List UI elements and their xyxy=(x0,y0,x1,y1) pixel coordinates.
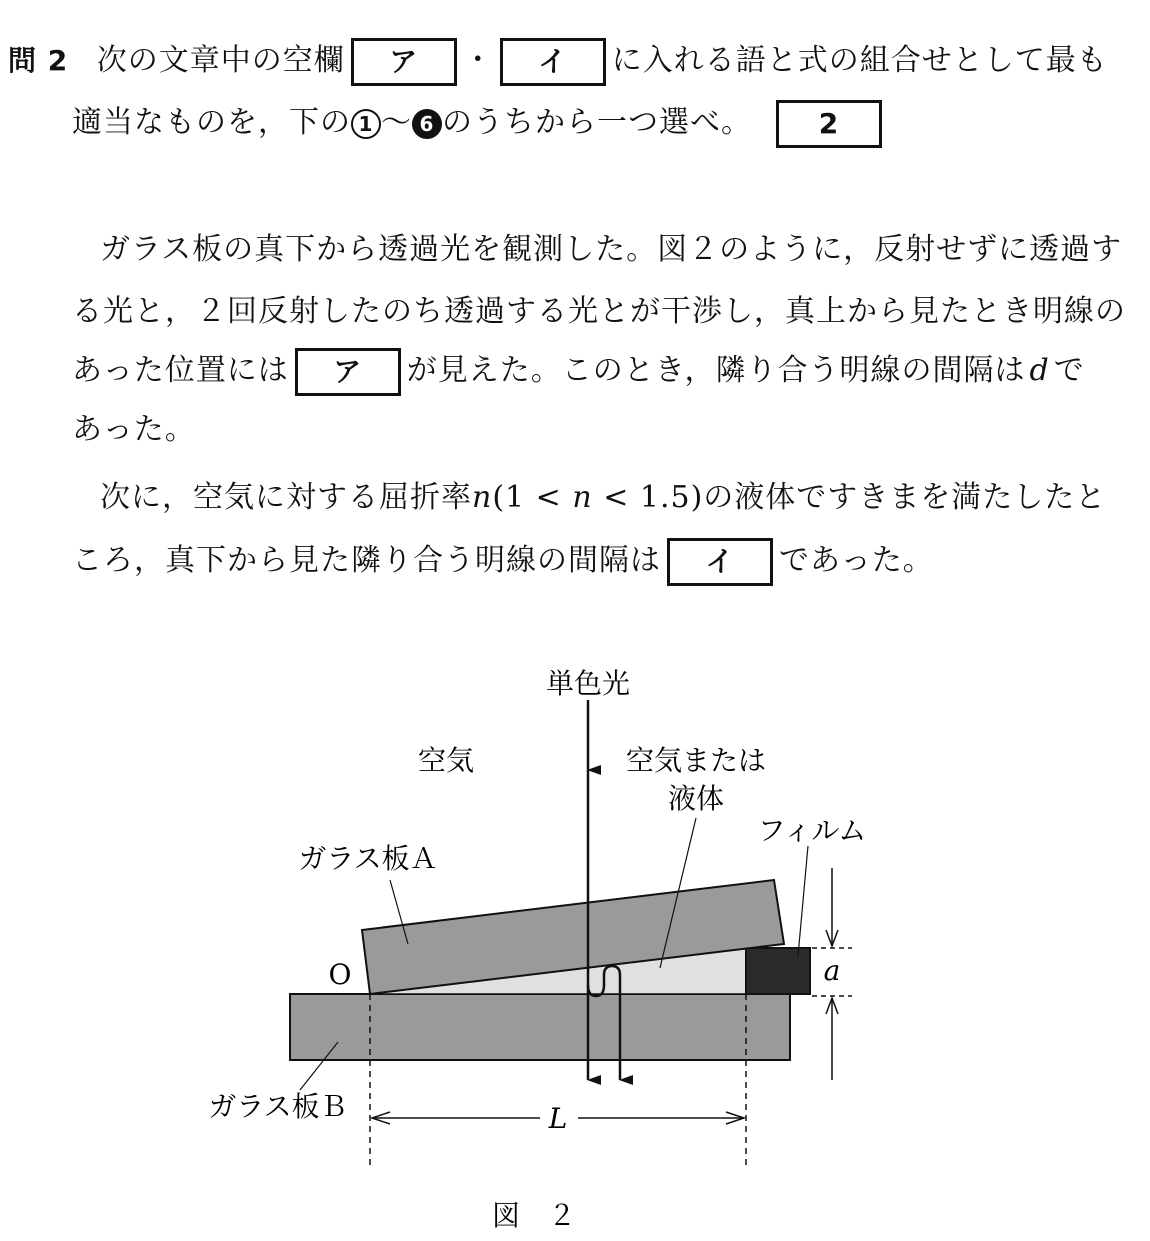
label-o: O xyxy=(328,958,352,991)
body-p1-text-1: ガラス板の真下から透過光を観測した。図２のように，反射せずに透過す xyxy=(100,232,1123,267)
figure-caption: 図 ２ xyxy=(491,1199,577,1232)
label-a: a xyxy=(823,954,841,987)
choice-first-marker: 1 xyxy=(351,109,381,139)
body-p1-text-2: る光と，２回反射したのち透過する光とが干渉し，真上から見たとき明線の xyxy=(72,294,1126,329)
body-p1-text-5: で xyxy=(1053,353,1085,388)
choice-last-marker: 6 xyxy=(412,109,442,139)
tilde: 〜 xyxy=(381,105,412,140)
leader-film xyxy=(798,846,808,956)
label-air-or-liquid-1: 空気または xyxy=(625,744,767,777)
label-air-or-liquid-2: 液体 xyxy=(667,782,725,815)
body-p1-text-6: あった。 xyxy=(72,412,196,447)
blank-a-box: ア xyxy=(351,38,457,86)
var-n: n xyxy=(472,480,493,515)
blank-separator-dot: ・ xyxy=(462,43,494,78)
blank-i-box: イ xyxy=(500,38,606,86)
var-n-2: n xyxy=(572,480,593,515)
label-plate-b: ガラス板Ｂ xyxy=(208,1090,348,1123)
question-text-4: のうちから一つ選べ。 xyxy=(442,105,752,140)
label-plate-a: ガラス板Ａ xyxy=(298,842,438,875)
question-text-1: 次の文章中の空欄 xyxy=(96,43,345,78)
body-p1-text-4: が見えた。このとき，隣り合う明線の間隔は xyxy=(406,353,1026,388)
question-text-3: 適当なものを，下の xyxy=(72,105,351,140)
question-number: 問 2 xyxy=(8,44,69,77)
body-p2-text-1: 次に，空気に対する屈折率 xyxy=(100,480,472,515)
answer-box: 2 xyxy=(776,100,882,148)
label-light: 単色光 xyxy=(545,667,631,700)
film xyxy=(746,948,810,994)
body-p2-text-5: であった。 xyxy=(779,543,934,578)
label-l: L xyxy=(548,1102,568,1135)
glass-plate-b xyxy=(290,994,790,1060)
label-air: 空気 xyxy=(417,744,475,777)
var-d: d xyxy=(1029,353,1050,388)
body-p2-text-4: ころ，真下から見た隣り合う明線の間隔は xyxy=(72,543,661,578)
body-p2-text-2: (1 < xyxy=(492,480,573,515)
label-film: フィルム xyxy=(757,814,867,847)
body-p2-text-3: < 1.5)の液体ですきまを満たしたと xyxy=(592,480,1107,515)
body-p1-text-3: あった位置には xyxy=(72,353,289,388)
question-text-2: に入れる語と式の組合せとして最も xyxy=(611,43,1108,78)
blank-i-box-inline: イ xyxy=(667,538,773,586)
blank-a-box-inline: ア xyxy=(295,348,401,396)
